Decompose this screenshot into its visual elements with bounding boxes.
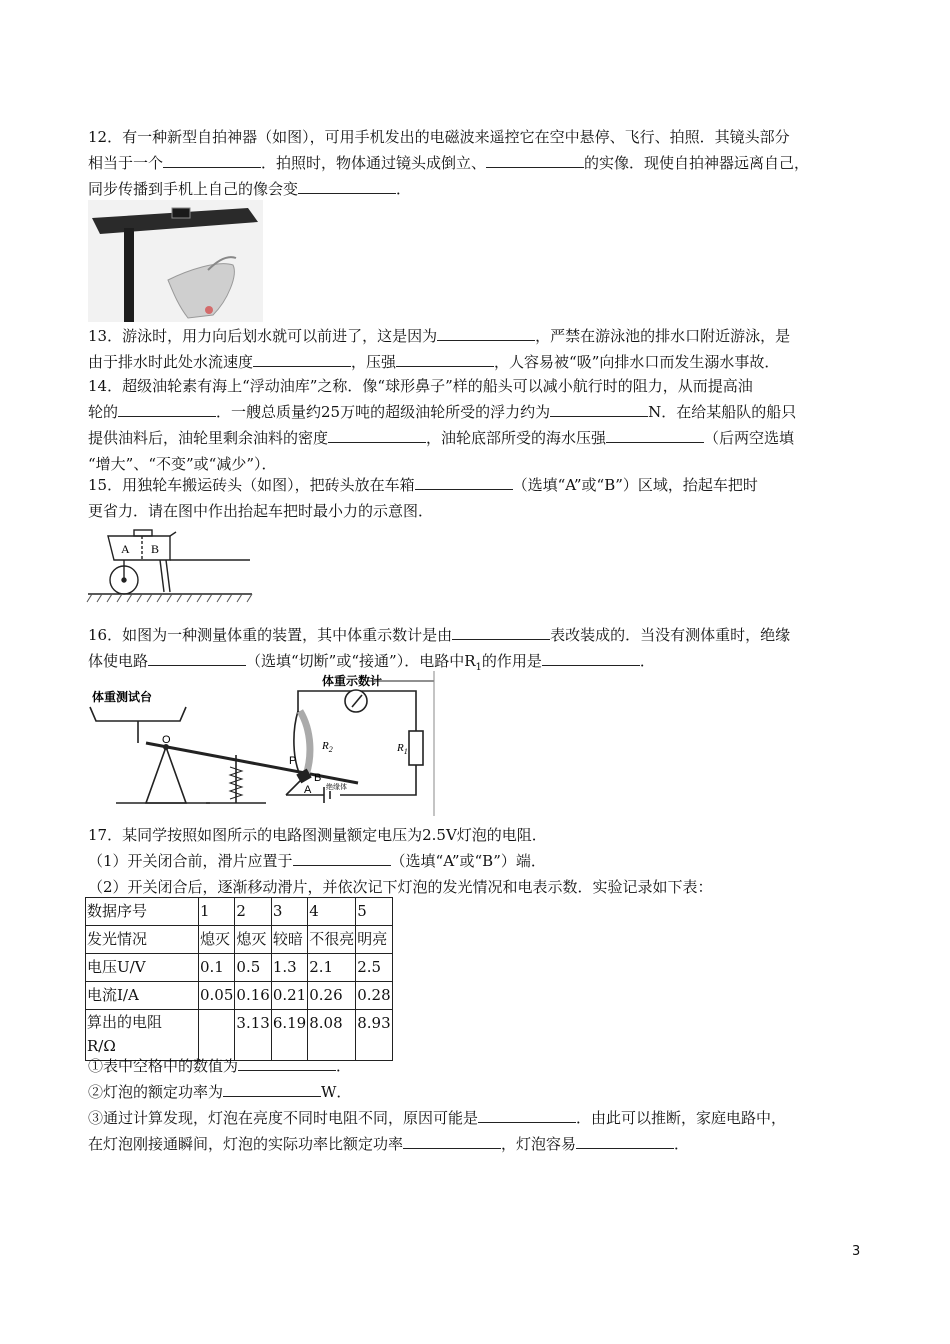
table-row <box>86 926 393 954</box>
page-number: 3 <box>852 1244 861 1259</box>
q13-text: 由于排水时此处水流速度 <box>88 353 254 371</box>
q16-text: 表改装成的．当没有测体重时，绝缘 <box>550 626 791 644</box>
table-cell: 熄灭 <box>199 926 235 954</box>
table-cell: 4 <box>308 898 356 926</box>
q13-text: 13．游泳时，用力向后划水就可以前进了，这是因为 <box>88 327 438 345</box>
q17-text: （1）开关闭合前，滑片应置于 <box>88 852 293 870</box>
q17-text: 在灯泡刚接通瞬间，灯泡的实际功率比额定功率 <box>88 1135 404 1153</box>
q12-text: ． <box>396 180 412 198</box>
pivot-o-label: O <box>162 734 171 746</box>
q17-text: ．由此可以推断，家庭电路中， <box>576 1109 787 1127</box>
slider-p-label: P <box>289 755 297 767</box>
question-17 <box>88 822 868 900</box>
table-row <box>86 954 393 982</box>
point-a-label: A <box>304 784 312 796</box>
q17-text: ． <box>674 1135 690 1153</box>
wheelbarrow-diagram <box>86 522 254 610</box>
q12-text: 相当于一个 <box>88 154 164 172</box>
q12-text: 的实像．现使自拍神器远离自己， <box>584 154 810 172</box>
table-cell: 0.26 <box>308 982 356 1010</box>
q17-text: （2）开关闭合后，逐渐移动滑片，并依次记下灯泡的发光情况和电表示数．实验记录如下表： <box>88 878 713 896</box>
q15-text: 更省力．请在图中作出抬起车把时最小力的示意图． <box>88 502 434 520</box>
table-cell: 0.28 <box>356 982 392 1010</box>
table-cell: 0.21 <box>271 982 307 1010</box>
table-cell: 0.5 <box>235 954 271 982</box>
table-cell: 1 <box>199 898 235 926</box>
q16-text: 的作用是 <box>481 652 542 670</box>
subscript: 1 <box>475 662 482 673</box>
q16-text: 体使电路 <box>88 652 149 670</box>
table-cell: 电流I/A <box>86 982 199 1010</box>
q17-text: （选填“A”或“B”）端． <box>390 852 546 870</box>
question-17-subparts <box>88 1053 868 1157</box>
q16-text: （选填“切断”或“接通”）．电路中R <box>246 652 476 670</box>
q14-text: 提供油料后，油轮里剩余油料的密度 <box>88 429 329 447</box>
region-a-label: A <box>121 542 130 556</box>
meter-label: 体重示数计 <box>322 674 383 688</box>
answer-blank[interactable] <box>542 649 640 666</box>
weighing-device-diagram <box>86 671 438 816</box>
q12-text: 同步传播到手机上自己的像会变 <box>88 180 299 198</box>
answer-blank[interactable] <box>576 1132 674 1149</box>
answer-blank[interactable] <box>328 426 426 443</box>
q14-text: N．在给某船队的船只 <box>648 403 797 421</box>
q14-text: “增大”、“不变”或“减少”）． <box>88 455 277 473</box>
table-cell: 2.1 <box>308 954 356 982</box>
table-cell: 8.08 <box>308 1010 356 1061</box>
answer-blank[interactable] <box>415 473 513 490</box>
platform-label: 体重测试台 <box>92 690 153 704</box>
table-cell: 8.93 <box>356 1010 392 1061</box>
answer-blank[interactable] <box>293 849 391 866</box>
table-cell: 0.16 <box>235 982 271 1010</box>
q17-text: ②灯泡的额定功率为 <box>88 1083 224 1101</box>
q13-text: ，人容易被“吸”向排水口而发生溺水事故． <box>494 353 780 371</box>
question-14 <box>88 373 868 477</box>
table-cell: 3.13 <box>235 1010 271 1061</box>
row-label-line: R/Ω <box>87 1037 116 1055</box>
answer-blank[interactable] <box>486 151 584 168</box>
answer-blank[interactable] <box>396 350 494 367</box>
q14-text: ，油轮底部所受的海水压强 <box>426 429 607 447</box>
table-cell: 0.05 <box>199 982 235 1010</box>
q15-text: （选填“A”或“B”）区域，抬起车把时 <box>512 476 758 494</box>
table-header-row <box>86 898 393 926</box>
selfie-drone-photo <box>88 200 263 322</box>
question-15 <box>88 472 868 524</box>
row-label-line: 算出的电阻 <box>87 1013 163 1031</box>
q16-text: ． <box>639 652 655 670</box>
answer-blank[interactable] <box>163 151 261 168</box>
answer-blank[interactable] <box>452 623 550 640</box>
answer-blank[interactable] <box>223 1080 321 1097</box>
table-cell: 3 <box>271 898 307 926</box>
answer-blank[interactable] <box>403 1132 501 1149</box>
table-cell: 5 <box>356 898 392 926</box>
answer-blank[interactable] <box>606 426 704 443</box>
table-cell: 2.5 <box>356 954 392 982</box>
point-b-label: B <box>314 772 322 784</box>
question-12 <box>88 124 868 202</box>
table-cell: 发光情况 <box>86 926 199 954</box>
q17-text: W． <box>321 1083 352 1101</box>
table-cell: 2 <box>235 898 271 926</box>
answer-blank[interactable] <box>253 350 351 367</box>
answer-blank[interactable] <box>550 400 648 417</box>
insulator-label: 绝缘体 <box>326 783 347 791</box>
q15-text: 15．用独轮车搬运砖头（如图），把砖头放在车箱 <box>88 476 415 494</box>
r2-label: $R_2$ <box>322 740 333 754</box>
q17-text: ，灯泡容易 <box>501 1135 577 1153</box>
table-row <box>86 982 393 1010</box>
q17-text: 17．某同学按照如图所示的电路图测量额定电压为2.5V灯泡的电阻． <box>88 826 547 844</box>
q12-line1: 12．有一种新型自拍神器（如图），可用手机发出的电磁波来遥控它在空中悬停、飞行、拍照．其镜头部分 <box>88 128 790 146</box>
table-cell: 数据序号 <box>86 898 199 926</box>
table-cell: 明亮 <box>356 926 392 954</box>
answer-blank[interactable] <box>437 324 535 341</box>
experiment-table <box>85 897 393 1061</box>
answer-blank[interactable] <box>298 177 396 194</box>
table-cell: 电压U/V <box>86 954 199 982</box>
r1-label: $R_1$ <box>397 742 408 756</box>
q17-text: ③通过计算发现，灯泡在亮度不同时电阻不同，原因可能是 <box>88 1109 479 1127</box>
answer-blank[interactable] <box>148 649 246 666</box>
q14-text: 轮的 <box>88 403 119 421</box>
q13-text: ，压强 <box>351 353 397 371</box>
table-cell: 熄灭 <box>235 926 271 954</box>
q17-text: ． <box>336 1057 352 1075</box>
answer-blank[interactable] <box>238 1054 336 1071</box>
q13-text: ，严禁在游泳池的排水口附近游泳，是 <box>535 327 791 345</box>
region-b-label: B <box>151 542 160 556</box>
q12-text: ．拍照时，物体通过镜头成倒立、 <box>261 154 487 172</box>
q14-text: ．一艘总质量约25万吨的超级油轮所受的浮力约为 <box>216 403 551 421</box>
table-cell: 不很亮 <box>308 926 356 954</box>
table-cell: 1.3 <box>271 954 307 982</box>
answer-blank[interactable] <box>478 1106 576 1123</box>
q17-text: ①表中空格中的数值为 <box>88 1057 239 1075</box>
answer-blank[interactable] <box>118 400 216 417</box>
table-cell: 6.19 <box>271 1010 307 1061</box>
q14-text: （后两空选填 <box>704 429 795 447</box>
q14-text: 14．超级油轮素有海上“浮动油库”之称．像“球形鼻子”样的船头可以减小航行时的阻力，从而提高油 <box>88 377 753 395</box>
question-13 <box>88 323 868 375</box>
table-cell: 0.1 <box>199 954 235 982</box>
q16-text: 16．如图为一种测量体重的装置，其中体重示数计是由 <box>88 626 453 644</box>
table-cell: 较暗 <box>271 926 307 954</box>
